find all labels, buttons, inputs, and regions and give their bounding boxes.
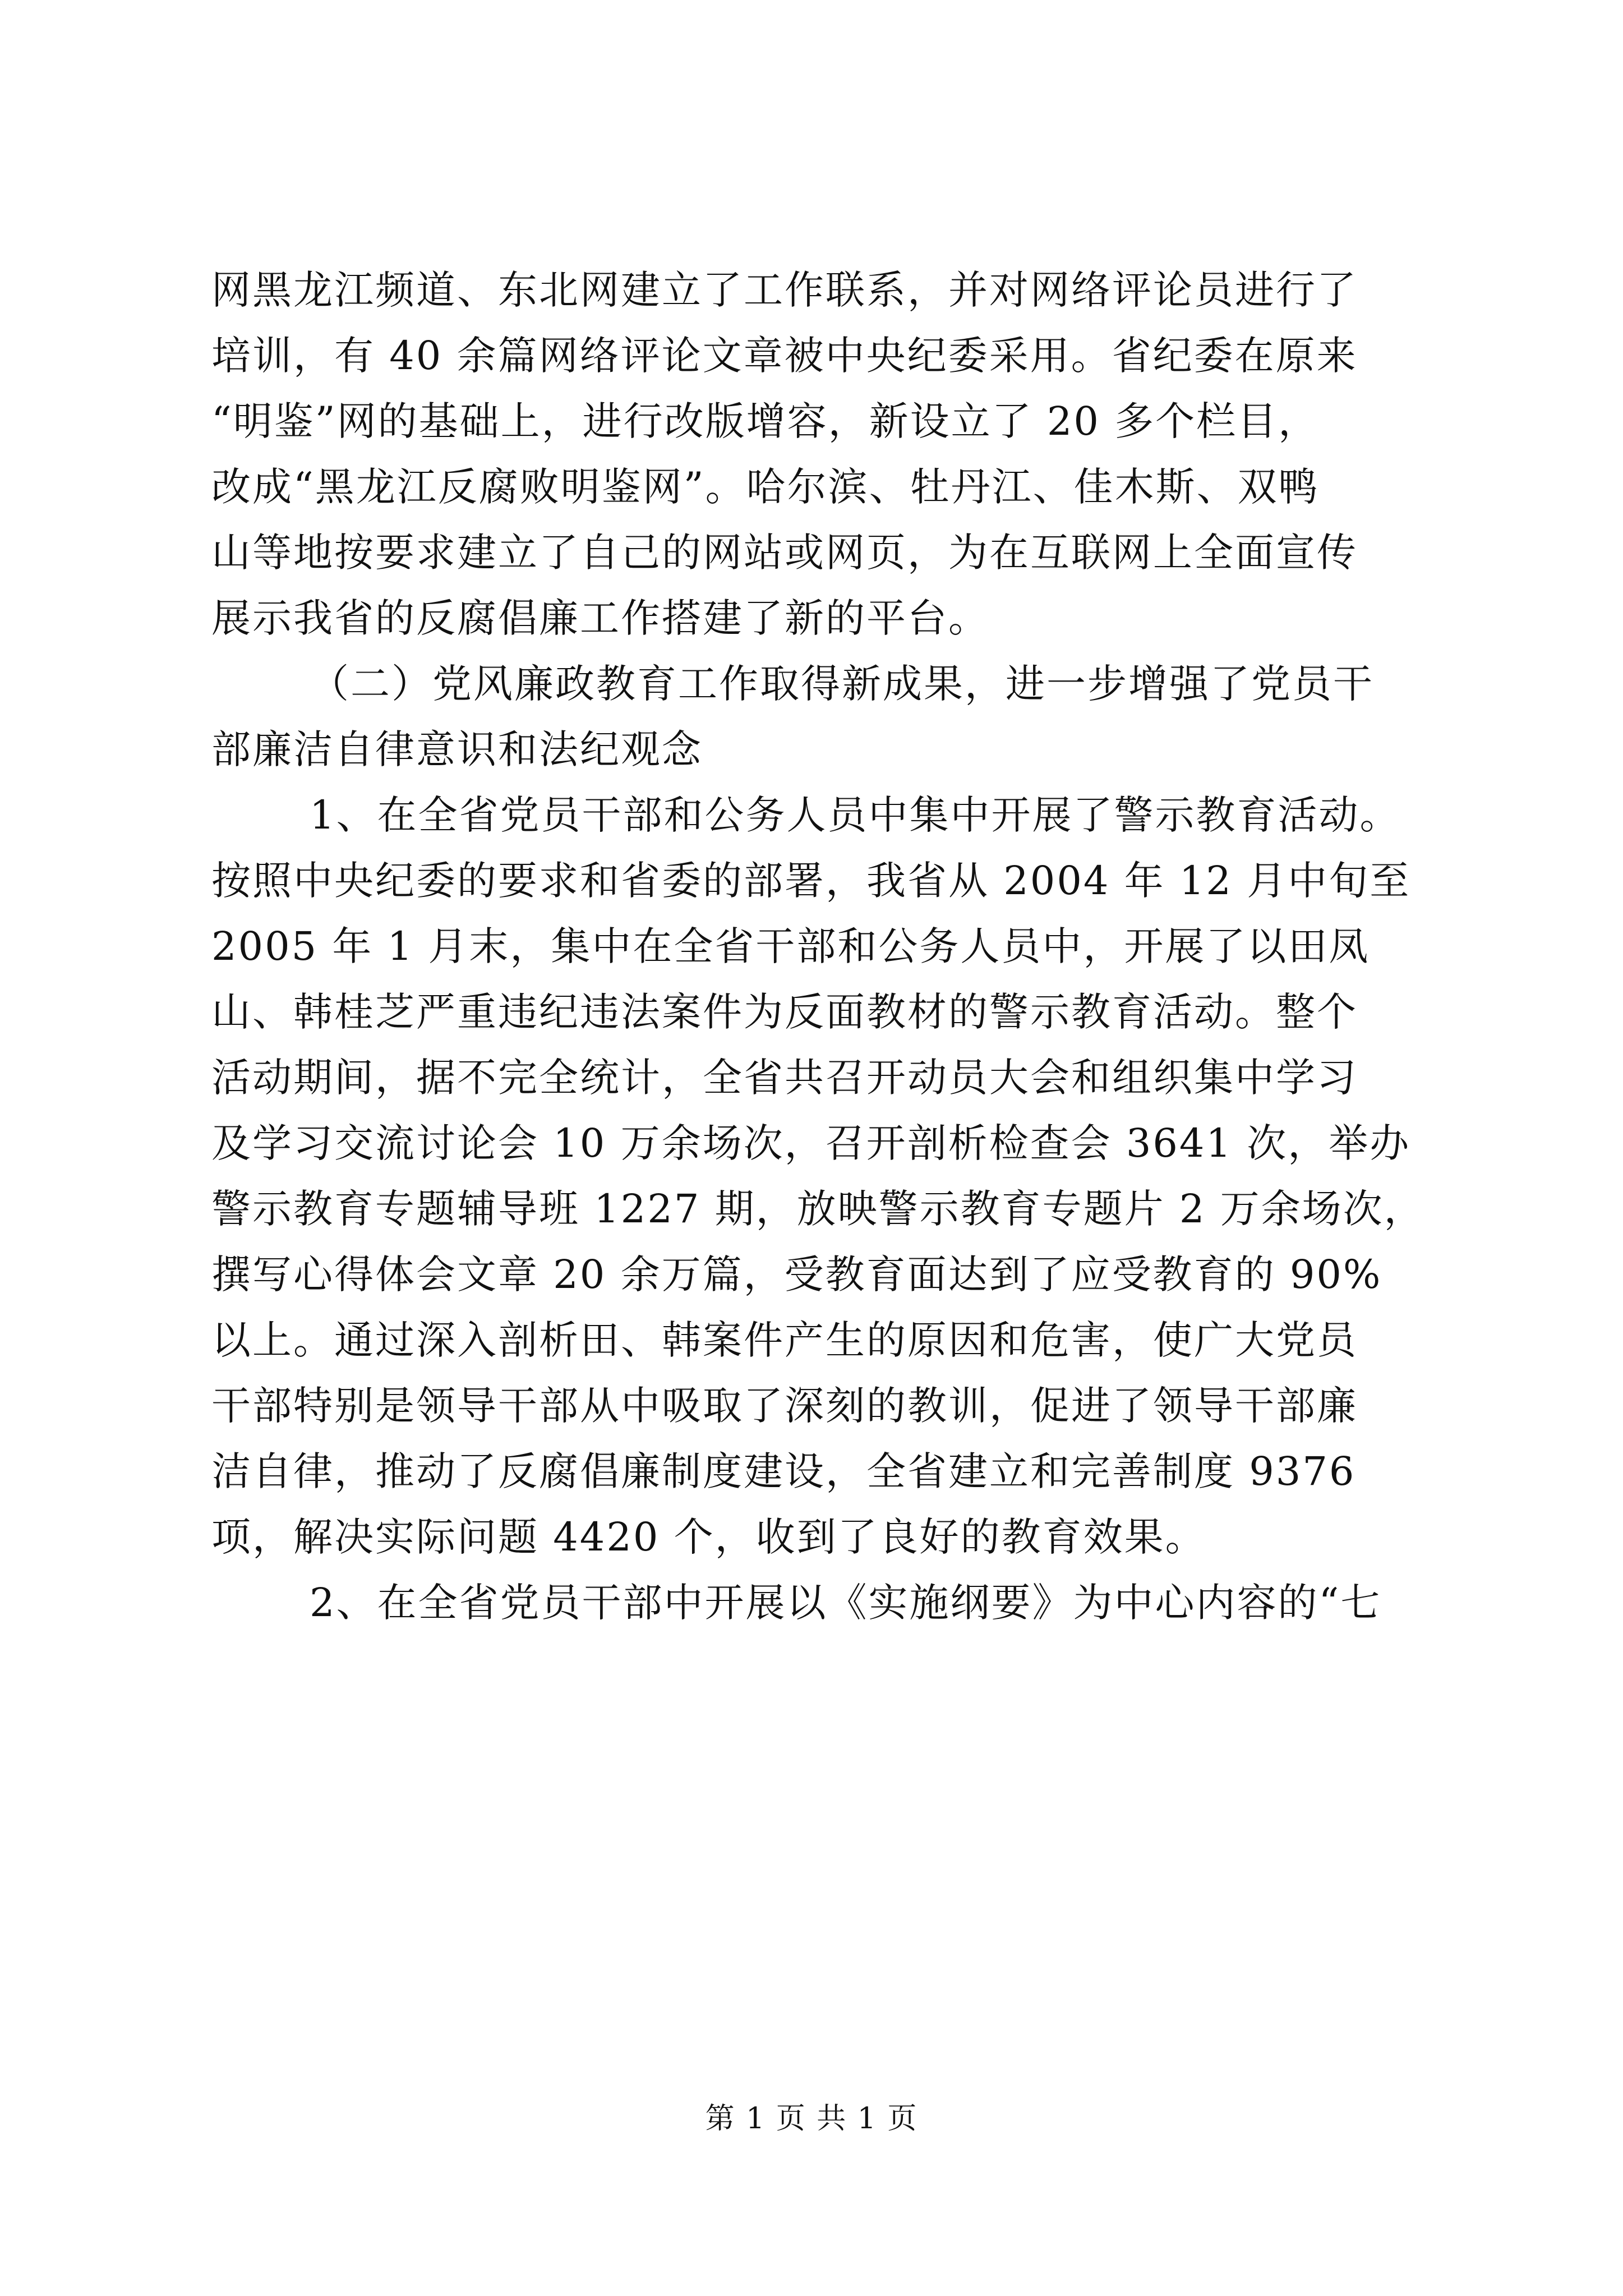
text-line: 展示我省的反腐倡廉工作搭建了新的平台。 bbox=[211, 595, 989, 641]
text-line: 撰写心得体会文章 20 余万篇，受教育面达到了应受教育的 90% bbox=[211, 1251, 1382, 1297]
text-line: 项，解决实际问题 4420 个，收到了良好的教育效果。 bbox=[211, 1514, 1206, 1560]
text-line: 以上。通过深入剖析田、韩案件产生的原因和危害，使广大党员 bbox=[211, 1317, 1358, 1363]
text-line: 及学习交流讨论会 10 万余场次，召开剖析检查会 3641 次，举办 bbox=[211, 1120, 1411, 1166]
section-heading-line: （二）党风廉政教育工作取得新成果，进一步增强了党员干 bbox=[310, 661, 1374, 707]
text-line: 活动期间，据不完全统计，全省共召开动员大会和组织集中学习 bbox=[211, 1055, 1358, 1101]
page-footer: 第 1 页 共 1 页 bbox=[705, 2102, 918, 2136]
text-line: 1、在全省党员干部和公务人员中集中开展了警示教育活动。 bbox=[310, 792, 1401, 838]
document-body bbox=[211, 257, 1423, 1636]
text-line: 山等地按要求建立了自己的网站或网页，为在互联网上全面宣传 bbox=[211, 530, 1358, 576]
text-line: 网黑龙江频道、东北网建立了工作联系，并对网络评论员进行了 bbox=[211, 267, 1358, 313]
text-line: 培训，有 40 余篇网络评论文章被中央纪委采用。省纪委在原来 bbox=[211, 333, 1358, 379]
text-line: 2005 年 1 月末，集中在全省干部和公务人员中，开展了以田凤 bbox=[211, 923, 1370, 969]
text-line: 山、韩桂芝严重违纪违法案件为反面教材的警示教育活动。整个 bbox=[211, 989, 1358, 1035]
text-line: 警示教育专题辅导班 1227 期，放映警示教育专题片 2 万余场次， bbox=[211, 1186, 1425, 1232]
text-line: 改成“黑龙江反腐败明鉴网”。哈尔滨、牡丹江、佳木斯、双鸭 bbox=[211, 464, 1320, 510]
text-line: 按照中央纪委的要求和省委的部署，我省从 2004 年 12 月中旬至 bbox=[211, 858, 1411, 904]
text-line: 洁自律，推动了反腐倡廉制度建设，全省建立和完善制度 9376 bbox=[211, 1448, 1356, 1494]
text-line: 2、在全省党员干部中开展以《实施纲要》为中心内容的“七 bbox=[310, 1580, 1382, 1626]
text-line: 干部特别是领导干部从中吸取了深刻的教训，促进了领导干部廉 bbox=[211, 1383, 1358, 1429]
section-heading-line: 部廉洁自律意识和法纪观念 bbox=[211, 726, 703, 772]
text-line: “明鉴”网的基础上，进行改版增容，新设立了 20 多个栏目， bbox=[211, 398, 1320, 444]
